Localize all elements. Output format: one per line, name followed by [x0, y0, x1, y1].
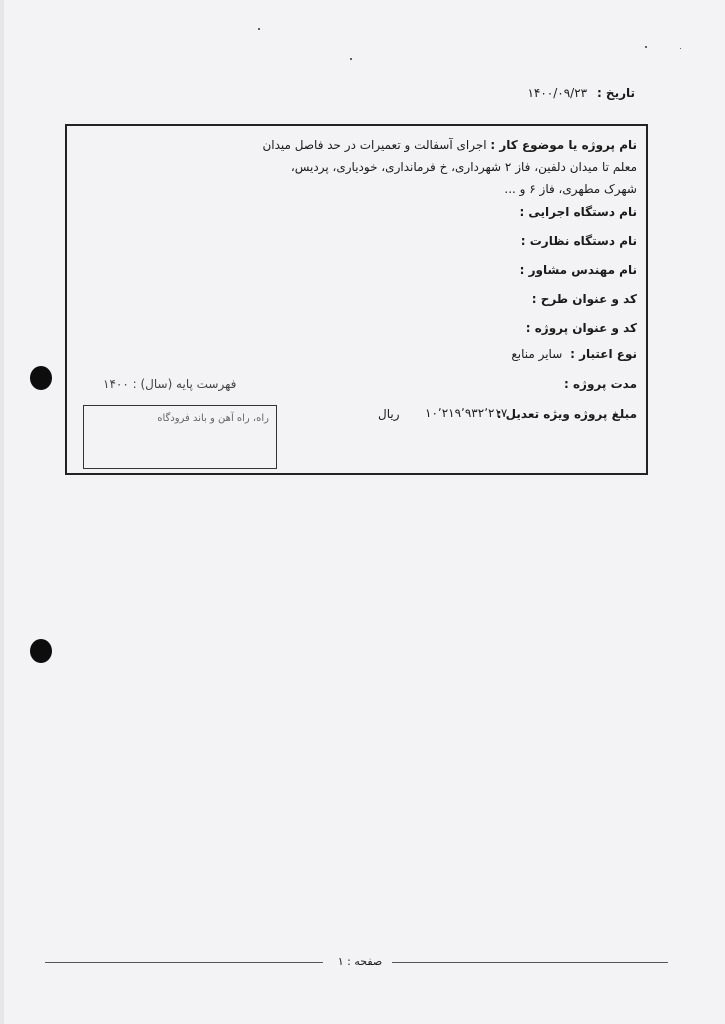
date-line [527, 86, 635, 100]
project-title-value: اجرای آسفالت و تعمیرات در حد فاصل میدان معلم تا میدان دلفین، فاز ۲ شهرداری، خ فرمانداری، خودیاری، پردیس، شهرک مطهری، فاز ۶ و ... [262, 138, 637, 196]
category-stamp-box [83, 405, 277, 469]
scan-speck [680, 48, 681, 49]
project-title-label: نام پروژه یا موضوع کار : [490, 138, 637, 152]
punch-hole [30, 639, 52, 663]
footer-rule-right [392, 962, 668, 963]
executive-label: نام دستگاه اجرایی : [519, 205, 637, 219]
punch-hole [30, 366, 52, 390]
duration-label: مدت پروژه : [564, 377, 637, 391]
project-info-box [65, 124, 648, 475]
scan-speck [645, 46, 647, 48]
credit-type-label: نوع اعتبار : [570, 347, 637, 361]
scan-speck [350, 58, 352, 60]
plan-code-field [528, 293, 637, 305]
amount-value: ۱۰٬۲۱۹٬۹۳۲٬۲۱۷ [425, 406, 508, 420]
amount-field [497, 408, 637, 420]
category-stamp-text: راه، راه آهن و باند فرودگاه [157, 413, 269, 424]
project-title-field [262, 134, 637, 200]
page-number: صفحه : ۱ [337, 955, 383, 968]
credit-type-field [511, 348, 637, 360]
footer-rule-left [45, 962, 323, 963]
date-value: ۱۴۰۰/۰۹/۲۳ [527, 86, 588, 100]
executive-field [515, 206, 637, 218]
plan-code-label: کد و عنوان طرح : [531, 292, 637, 306]
supervisor-field [517, 235, 637, 247]
amount-label: مبلغ پروژه ویژه تعدیل : [496, 407, 637, 421]
consultant-label: نام مهندس مشاور : [519, 263, 637, 277]
scan-edge [0, 0, 4, 1024]
currency-label: ریال [378, 407, 400, 421]
base-list-year: فهرست پایه (سال) : ۱۴۰۰ [103, 377, 237, 391]
scan-speck [258, 28, 260, 30]
credit-type-value: سایر منابع [511, 347, 563, 361]
project-code-label: کد و عنوان پروژه : [525, 321, 637, 335]
duration-field [560, 378, 637, 390]
consultant-field [516, 264, 637, 276]
date-label: تاریخ : [596, 86, 635, 100]
supervisor-label: نام دستگاه نظارت : [520, 234, 637, 248]
project-code-field [522, 322, 637, 334]
